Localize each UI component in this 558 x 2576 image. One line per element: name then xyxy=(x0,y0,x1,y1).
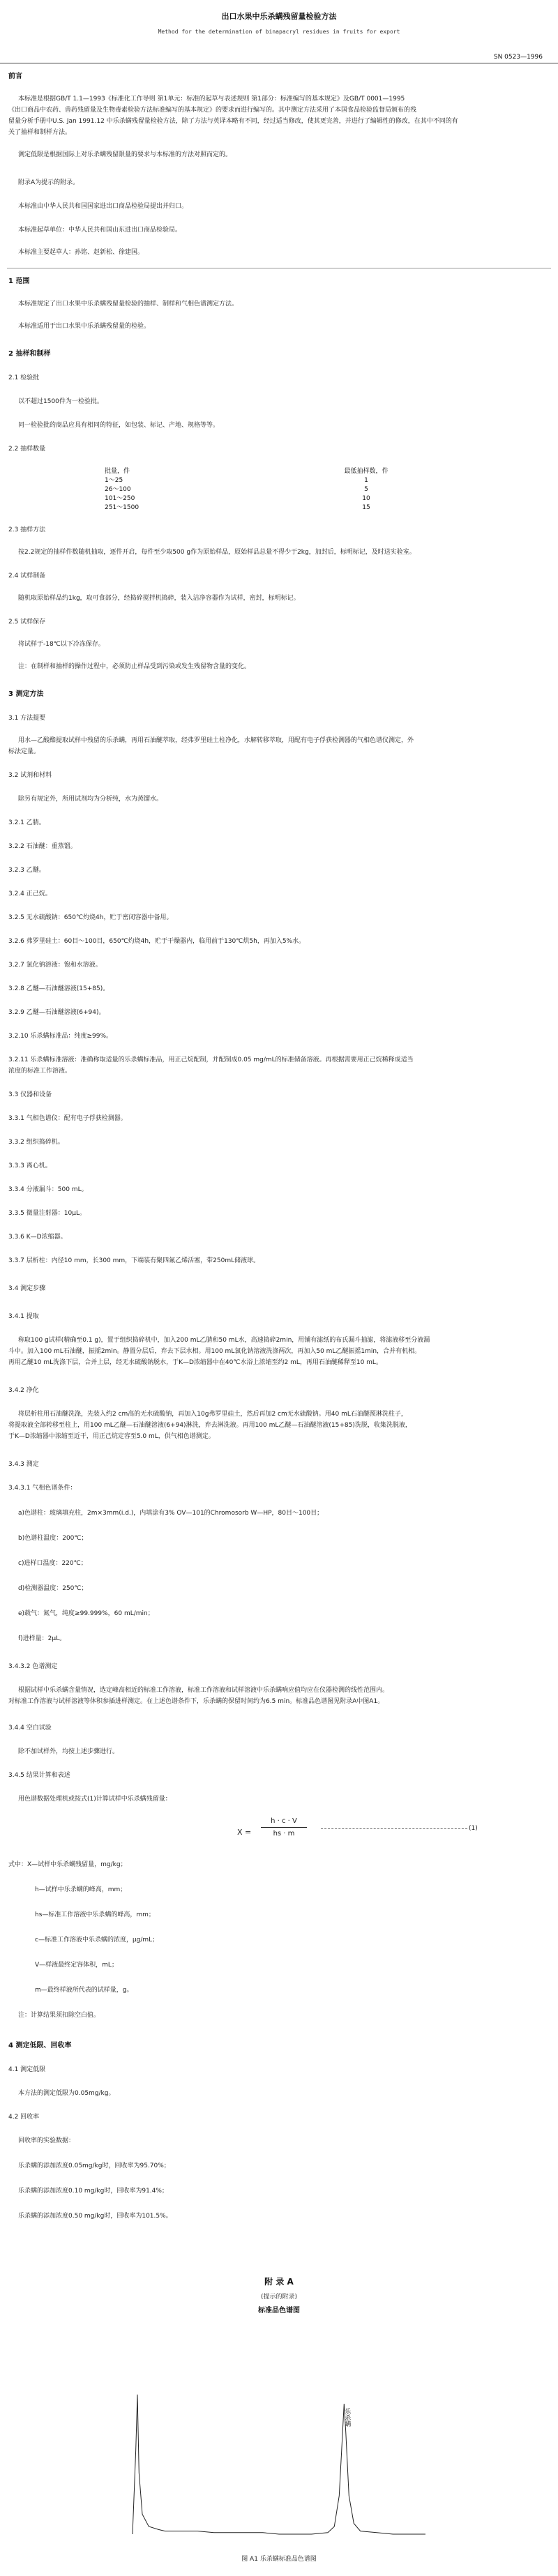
gc-condition: c)进样口温度：220℃； xyxy=(18,1560,87,1567)
section-2-line: 同一检验批的商品应具有相同的特征，如包装、标记、产地、规格等等。 xyxy=(18,422,220,429)
reagent-item: 3.2.9 乙醚—石油醚溶液(6+94)。 xyxy=(8,1009,105,1016)
subsection-heading: 2.5 试样保存 xyxy=(8,619,46,626)
peak-label: 乐杀螨 xyxy=(343,2408,351,2427)
subsection-heading: 3.4.3.2 色谱测定 xyxy=(8,1663,58,1670)
instrument-item: 3.3.6 K—D浓缩器。 xyxy=(8,1234,67,1241)
formula-leader xyxy=(321,1828,467,1829)
subsection-heading: 3.2 试剂和材料 xyxy=(8,772,52,779)
variable-def: hs—标准工作溶液中乐杀螨的峰高，mm； xyxy=(35,1911,155,1918)
foreword-line: 测定低限是根据国际上对乐杀螨残留限量的要求与本标准的方法对照而定的。 xyxy=(18,151,232,158)
extract-line: 斗中。加入100 mL石油醚，振摇2min。静置分层后，弃去下层水相。用100 mL氯化钠溶液洗涤两次，再加入50 mL乙醚振摇1min，合并有机相。 xyxy=(8,1348,421,1355)
reagent-item: 3.2.2 石油醚：重蒸馏。 xyxy=(8,843,77,850)
section-3-heading: 3 测定方法 xyxy=(8,690,44,698)
gc-condition: f)进样量：2μL。 xyxy=(18,1635,66,1642)
subsection-heading: 3.4.5 结果计算和表述 xyxy=(8,1772,70,1779)
calc-note: 注：计算结果须扣除空白值。 xyxy=(18,2012,100,2019)
foreword-line: 留量分析手册中U.S. Jan 1991.12 中乐杀螨残留量检验方法，除了方法与英译本略有不同，经过适当修改，使其更完善，并进行了编辑性的修改，在其中不同的有 xyxy=(8,118,458,125)
table-cell: 26～100 xyxy=(105,486,131,493)
section-2-line: 按2.2规定的抽样件数随机抽取，逐件开启，每件至少取500 g作为原始样品，原始样品总量不得少于2kg，加封后，标明标记，及时送实验室。 xyxy=(18,549,416,556)
instrument-item: 3.3.3 离心机。 xyxy=(8,1162,52,1169)
gc-determination-line: 根据试样中乐杀螨含量情况，选定峰高相近的标准工作溶液，标准工作溶液和试样溶液中乐杀螨响应值均应在仪器检测的线性范围内。 xyxy=(18,1687,389,1694)
fraction-bar xyxy=(261,1827,307,1828)
appendix-title: 附 录 A xyxy=(264,2277,294,2287)
table-header-cell: 最低抽样数，件 xyxy=(344,468,389,475)
foreword-line: 本标准主要起草人：孙铭、赵新松、徐建国。 xyxy=(18,249,144,256)
gc-condition: a)色谱柱：玻璃填充柱，2m×3mm(i.d.)，内填涂有3% OV—101的Chromosorb W—HP，80目～100目； xyxy=(18,1510,324,1517)
variable-def: m—最终样液所代表的试样量，g。 xyxy=(35,1987,133,1994)
purify-line: 将层析柱用石油醚洗涤，先装入约2 cm高的无水硫酸钠，再加入10g弗罗里硅土，然后再加2 cm无水硫酸钠。用40 mL石油醚预淋洗柱子， xyxy=(18,1411,407,1418)
table-cell: 251～1500 xyxy=(105,504,140,511)
instrument-item: 3.3.1 气相色谱仪：配有电子俘获检测器。 xyxy=(8,1115,127,1122)
calc-line: 用色谱数据处理机或按式(1)计算试样中乐杀螨残留量： xyxy=(18,1796,172,1803)
foreword-heading: 前言 xyxy=(8,73,22,80)
variable-def: V—样液最终定容体积，mL； xyxy=(35,1962,118,1969)
foreword-line: 本标准是根据GB/T 1.1—1993《标准化工作导则 第1单元：标准的起草与表述规则 第1部分：标准编写的基本规定》及GB/T 0001—1995 xyxy=(18,96,405,103)
foreword-line: 关了抽样和制样方法。 xyxy=(8,129,72,136)
subsection-heading: 3.3 仪器和设备 xyxy=(8,1091,52,1098)
subsection-heading: 3.4.1 提取 xyxy=(8,1313,39,1320)
foreword-line: 《出口商品中农药、兽药残留量及生物毒素检验方法标准编写的基本规定》的要求而进行编写的。其中测定方法采用了本国食品检验监督局颁布的残 xyxy=(8,107,417,114)
table-cell: 5 xyxy=(364,486,368,493)
reagent-item: 浓度的标准工作溶液。 xyxy=(8,1068,72,1075)
document-subtitle: Method for the determination of binapacryl residues in fruits for export xyxy=(158,29,400,35)
section-2-line: 以不超过1500件为一检验批。 xyxy=(18,398,103,405)
instrument-item: 3.3.7 层析柱：内径10 mm，长300 mm，下端装有聚四氟乙烯活塞，带250mL储液球。 xyxy=(8,1257,260,1264)
standard-number: SN 0523—1996 xyxy=(493,54,543,61)
table-row xyxy=(105,485,453,494)
blank-test-line: 除不加试样外，均按上述步骤进行。 xyxy=(18,1748,119,1755)
instrument-item: 3.3.2 组织捣碎机。 xyxy=(8,1139,64,1146)
instrument-item: 3.3.5 微量注射器：10μL。 xyxy=(8,1210,86,1217)
formula-number: (1) xyxy=(469,1825,478,1832)
subsection-heading: 2.3 抽样方法 xyxy=(8,526,46,533)
chromatogram-svg xyxy=(126,2381,432,2549)
section-1-heading: 1 范围 xyxy=(8,278,30,285)
section-4-heading: 4 测定低限、回收率 xyxy=(8,2042,72,2050)
foreword-line: 附录A为提示的附录。 xyxy=(18,179,80,186)
section-1-line: 本标准规定了出口水果中乐杀螨残留量检验的抽样、制样和气相色谱测定方法。 xyxy=(18,301,239,308)
figure-caption: 图 A1 乐杀螨标准品色谱图 xyxy=(241,2556,317,2563)
subsection-heading: 3.4 测定步骤 xyxy=(8,1285,46,1292)
subsection-heading: 4.1 测定低限 xyxy=(8,2066,46,2073)
recovery-intro: 回收率的实验数据： xyxy=(18,2137,75,2144)
subsection-heading: 3.4.3 测定 xyxy=(8,1461,39,1468)
reagent-item: 3.2.3 乙醚。 xyxy=(8,867,45,874)
table-row xyxy=(105,503,453,513)
reagent-item: 3.2.5 无水硫酸钠：650℃灼烧4h，贮于密闭容器中备用。 xyxy=(8,914,173,921)
reagent-item: 3.2.6 弗罗里硅土：60目～100目，650℃灼烧4h，贮于干燥器内，临用前于130℃烘5h，再加入5%水。 xyxy=(8,938,306,945)
section-2-line: 随机取原始样品约1kg，取可食部分，经捣碎搅拌机捣碎，装入洁净容器作为试样，密封，标明标记。 xyxy=(18,595,300,602)
section-2-heading: 2 抽样和制样 xyxy=(8,350,51,358)
table-cell: 101～250 xyxy=(105,495,135,502)
gc-condition: d)检测器温度：250℃； xyxy=(18,1585,88,1592)
section-3-line: 除另有规定外，所用试剂均为分析纯，水为蒸馏水。 xyxy=(18,796,163,803)
recovery-line: 乐杀螨的添加浓度0.05mg/kg时，回收率为95.70%； xyxy=(18,2162,170,2169)
subsection-heading: 3.1 方法提要 xyxy=(8,715,46,722)
subsection-heading: 2.2 抽样数量 xyxy=(8,446,46,453)
recovery-line: 乐杀螨的添加浓度0.50 mg/kg时，回收率为101.5%。 xyxy=(18,2213,172,2220)
extract-line: 再用乙醚10 mL洗涤下层，合并上层，经无水硫酸钠脱水，于K—D浓缩器中在40℃水浴上浓缩至约2 mL，再用石油醚稀释至10 mL。 xyxy=(8,1359,382,1366)
subsection-heading: 2.4 试样制备 xyxy=(8,573,46,579)
recovery-line: 乐杀螨的添加浓度0.10 mg/kg时，回收率为91.4%； xyxy=(18,2188,168,2195)
appendix-subtitle: 标准品色谱图 xyxy=(258,2307,300,2314)
foreword-line: 本标准起草单位：中华人民共和国山东进出口商品检验局。 xyxy=(18,227,182,234)
gc-condition: e)载气：氮气，纯度≥99.999%，60 mL/min； xyxy=(18,1610,154,1617)
section-2-line: 将试样于-18℃以下冷冻保存。 xyxy=(18,641,105,648)
reagent-item: 3.2.10 乐杀螨标准品：纯度≥99%。 xyxy=(8,1033,113,1040)
section-2-note: 注：在制样和抽样的操作过程中，必须防止样品受到污染或发生残留物含量的变化。 xyxy=(18,663,251,670)
formula-numerator: h · c · V xyxy=(271,1817,297,1825)
variable-where: 式中：X—试样中乐杀螨残留量，mg/kg； xyxy=(8,1861,127,1868)
table-cell: 1～25 xyxy=(105,477,123,484)
sampling-table xyxy=(105,467,453,513)
subsection-heading: 3.4.3.1 气相色谱条件： xyxy=(8,1485,77,1492)
reagent-item: 3.2.11 乐杀螨标准溶液：准确称取适量的乐杀螨标准品，用正己烷配制，并配制成0.05 mg/mL的标准储备溶液。再根据需要用正己烷稀释成适当 xyxy=(8,1056,414,1063)
foreword-line: 本标准由中华人民共和国国家进出口商品检验局提出并归口。 xyxy=(18,203,188,210)
chromatogram-figure xyxy=(126,2381,432,2549)
table-header-cell: 批量，件 xyxy=(105,468,130,475)
formula-lhs: X = xyxy=(237,1828,252,1837)
variable-def: c—标准工作溶液中乐杀螨的浓度，μg/mL； xyxy=(35,1937,159,1944)
detection-limit-line: 本方法的测定低限为0.05mg/kg。 xyxy=(18,2090,115,2097)
table-cell: 10 xyxy=(362,495,370,502)
subsection-heading: 2.1 检验批 xyxy=(8,374,40,381)
gc-determination-line: 对标准工作溶液与试样溶液等体积参插进样测定。在上述色谱条件下，乐杀螨的保留时间约为6.5 min。标准品色谱图见附录A中图A1。 xyxy=(8,1698,384,1705)
appendix-note: (提示的附录) xyxy=(260,2294,298,2301)
purify-line: 于K—D浓缩器中浓缩至近干，用正己烷定容至5.0 mL，供气相色谱测定。 xyxy=(8,1433,215,1440)
purify-line: 将提取液全部转移至柱上，用100 mL乙醚—石油醚溶液(6+94)淋洗，弃去淋洗液。再用100 mL乙醚—石油醚溶液(15+85)洗脱，收集洗脱液， xyxy=(8,1422,412,1429)
table-row xyxy=(105,494,453,503)
table-cell: 15 xyxy=(362,504,370,511)
variable-def: h—试样中乐杀螨的峰高，mm； xyxy=(35,1886,127,1893)
gc-condition: b)色谱柱温度：200℃； xyxy=(18,1535,88,1542)
reagent-item: 3.2.4 正己烷。 xyxy=(8,891,52,897)
document-title: 出口水果中乐杀螨残留量检验方法 xyxy=(221,12,337,21)
subsection-heading: 4.2 回收率 xyxy=(8,2114,40,2121)
extract-line: 称取100 g试样(精确至0.1 g)，置于组织捣碎机中，加入200 mL乙腈和50 mL水，高速捣碎2min，用铺有滤纸的布氏漏斗抽滤，将滤液移至分液漏 xyxy=(18,1337,430,1344)
section-1-line: 本标准适用于出口水果中乐杀螨残留量的检验。 xyxy=(18,323,151,330)
chromatogram-trace xyxy=(133,2395,425,2534)
instrument-item: 3.3.4 分液漏斗：500 mL。 xyxy=(8,1186,88,1193)
reagent-item: 3.2.1 乙腈。 xyxy=(8,819,45,826)
formula-denominator: hs · m xyxy=(273,1830,295,1838)
table-header-row xyxy=(105,467,453,476)
subsection-heading: 3.4.2 净化 xyxy=(8,1387,39,1394)
subsection-heading: 3.4.4 空白试验 xyxy=(8,1725,52,1732)
table-row xyxy=(105,476,453,485)
reagent-item: 3.2.7 氯化钠溶液：饱和水溶液。 xyxy=(8,962,102,969)
section-3-line: 用水—乙酸酯提取试样中残留的乐杀螨，再用石油醚萃取，经弗罗里硅土柱净化，水解转移萃取，用配有电子俘获检测器的气相色谱仪测定，外 xyxy=(18,737,414,744)
section-3-line: 标法定量。 xyxy=(8,748,40,755)
reagent-item: 3.2.8 乙醚—石油醚溶液(15+85)。 xyxy=(8,985,110,992)
table-cell: 1 xyxy=(364,477,368,484)
